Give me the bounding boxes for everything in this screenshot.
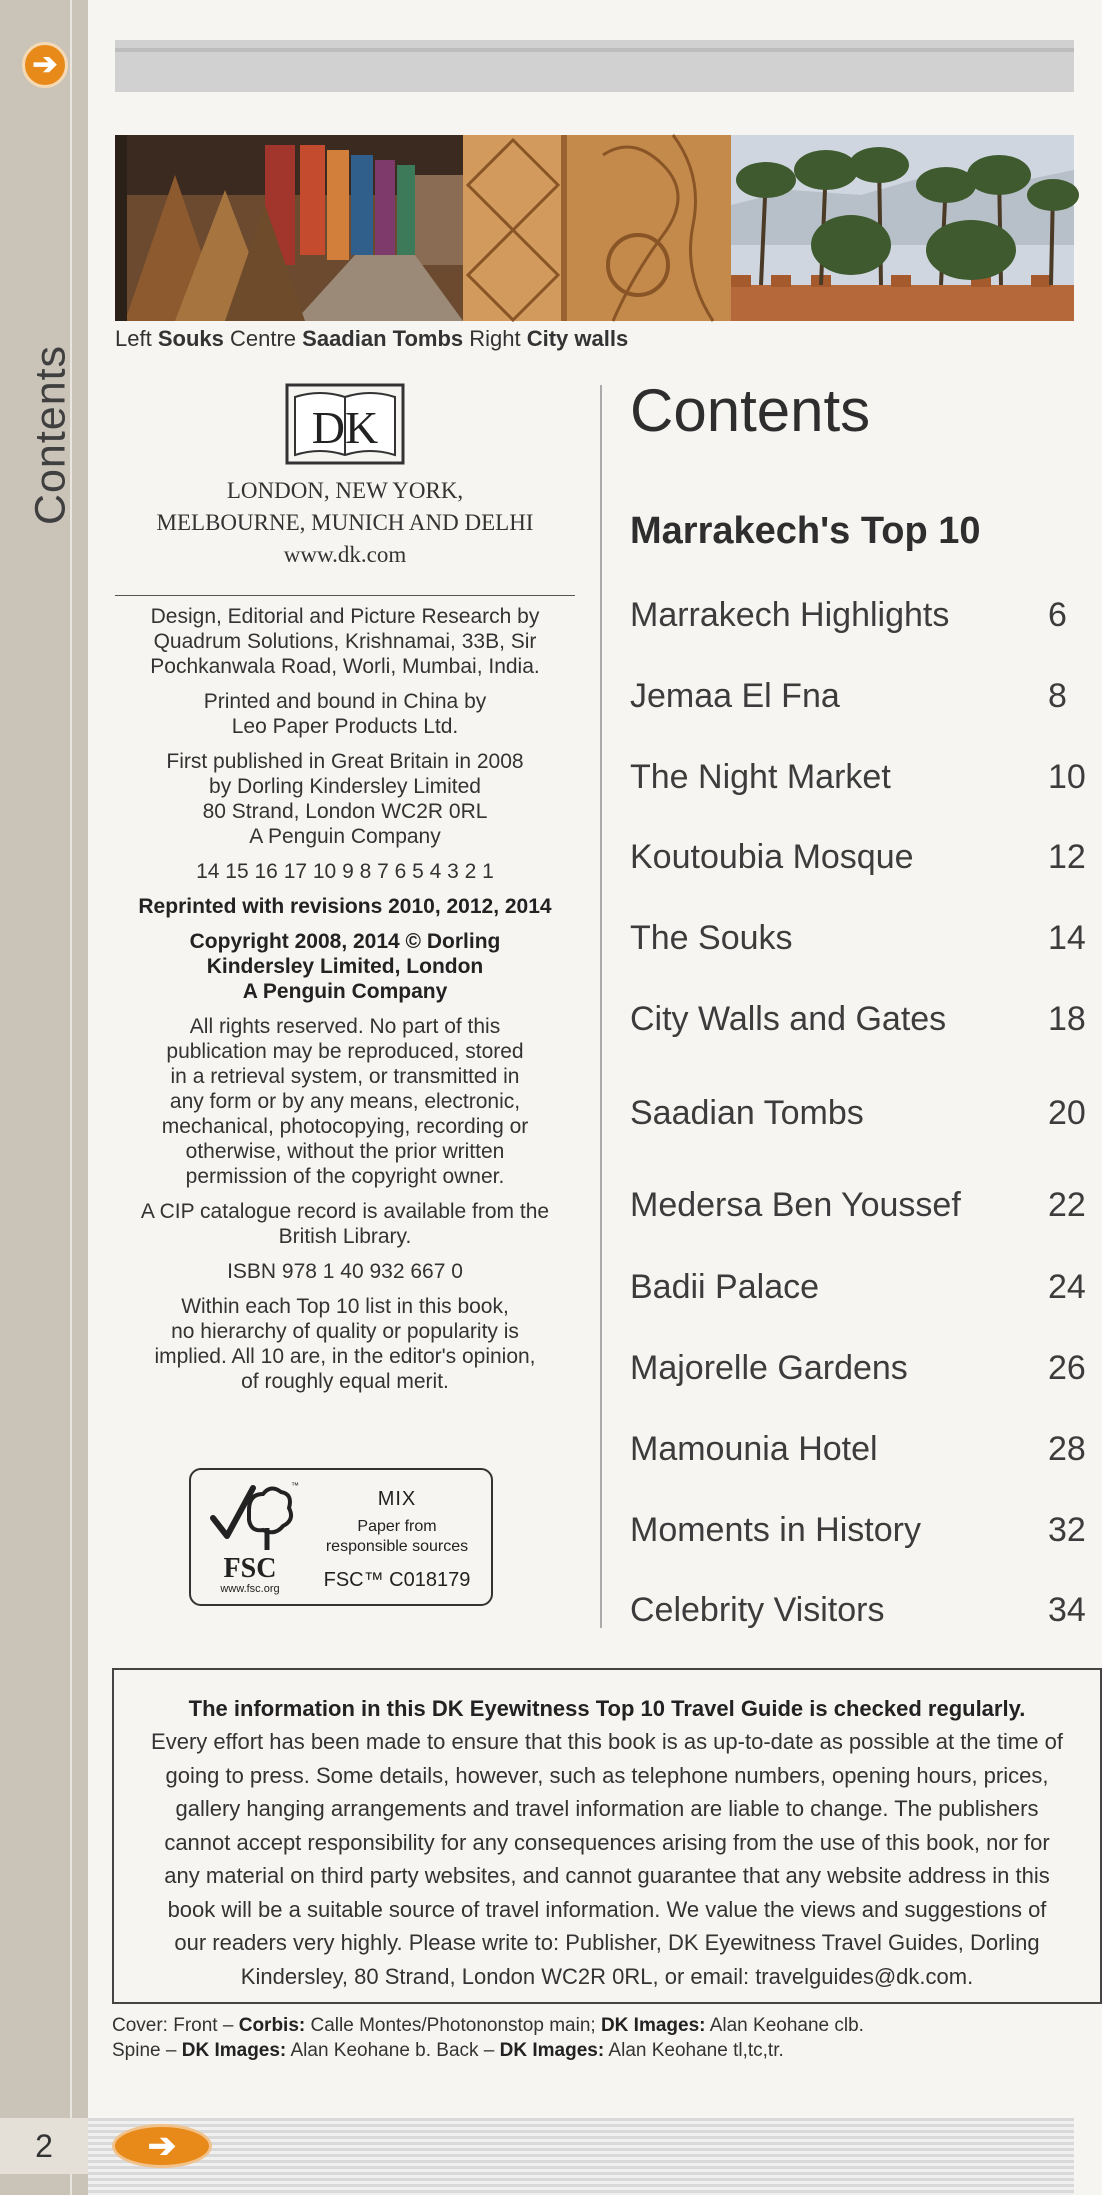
rights-line-5: mechanical, photocopying, recording or bbox=[161, 1115, 529, 1138]
next-arrow-icon[interactable]: ➔ bbox=[22, 42, 68, 88]
fsc-mark bbox=[205, 1480, 299, 1598]
cities-line-2: MELBOURNE, MUNICH AND DELHI bbox=[156, 510, 534, 535]
toc-item-title: Mamounia Hotel bbox=[630, 1430, 878, 1468]
design-line-1: Design, Editorial and Picture Research by bbox=[150, 605, 540, 628]
toc-item-page: 14 bbox=[1048, 919, 1086, 957]
caption-centre-pos: Centre bbox=[229, 326, 297, 351]
rights-line-7: permission of the copyright owner. bbox=[185, 1165, 505, 1188]
notice-heading: The information in this DK Eyewitness Top 10 Travel Guide is checked regularly. bbox=[188, 1696, 1026, 1721]
toc-item-title: Celebrity Visitors bbox=[630, 1591, 885, 1629]
toc-item-page: 6 bbox=[1048, 596, 1067, 634]
first-pub-line-4: A Penguin Company bbox=[249, 825, 441, 848]
caption-centre-name: Saadian Tombs bbox=[302, 326, 464, 351]
design-line-2: Quadrum Solutions, Krishnamai, 33B, Sir bbox=[153, 630, 537, 653]
credit-text: Calle Montes/Photononstop main; bbox=[310, 2015, 596, 2036]
rights-line-4: any form or by any means, electronic, bbox=[169, 1090, 521, 1113]
page-number: 2 bbox=[0, 2118, 88, 2174]
fsc-tree-icon bbox=[205, 1480, 299, 1552]
spine-title-text: Contents bbox=[26, 344, 75, 526]
toc-item-page: 12 bbox=[1048, 838, 1086, 876]
copyright-line-3: A Penguin Company bbox=[242, 980, 448, 1003]
notice-line: book will be a suitable source of travel information. We value the views and suggestions of bbox=[167, 1896, 1047, 1922]
toc-item-title: Medersa Ben Youssef bbox=[630, 1186, 961, 1224]
section-heading: Marrakech's Top 10 bbox=[630, 510, 981, 552]
toc-item-title: The Souks bbox=[630, 919, 793, 957]
footer-band bbox=[88, 2118, 1074, 2195]
toc-item-10[interactable] bbox=[630, 1349, 1086, 1395]
imprint-text bbox=[115, 604, 575, 1394]
header-band bbox=[115, 40, 1074, 92]
fsc-mix: MIX bbox=[377, 1488, 417, 1510]
photo-caption bbox=[115, 326, 628, 352]
note-line-4: of roughly equal merit. bbox=[241, 1370, 449, 1393]
notice-line: Every effort has been made to ensure that this book is as up-to-date as possible at the time of bbox=[151, 1729, 1063, 1754]
cip-line-1: A CIP catalogue record is available from the bbox=[140, 1200, 550, 1223]
notice-line: any material on third party websites, and cannot guarantee that any website address in this bbox=[164, 1863, 1050, 1888]
toc-item-6[interactable] bbox=[630, 1000, 1086, 1046]
isbn: ISBN 978 1 40 932 667 0 bbox=[227, 1260, 463, 1283]
toc-item-12[interactable] bbox=[630, 1511, 1086, 1557]
toc-item-title: Koutoubia Mosque bbox=[630, 838, 914, 876]
imprint-column bbox=[115, 383, 575, 1394]
note-line-1: Within each Top 10 list in this book, bbox=[181, 1295, 509, 1318]
first-pub-line-2: by Dorling Kindersley Limited bbox=[209, 775, 481, 798]
toc-item-page: 18 bbox=[1048, 1000, 1086, 1038]
toc-item-11[interactable] bbox=[630, 1430, 1086, 1476]
cip-line-2: British Library. bbox=[278, 1225, 412, 1248]
note-line-3: implied. All 10 are, in the editor's opinion, bbox=[154, 1345, 536, 1368]
toc-item-9[interactable] bbox=[630, 1268, 1086, 1314]
next-page-arrow-icon[interactable]: ➔ bbox=[112, 2124, 212, 2168]
toc-item-page: 20 bbox=[1048, 1094, 1086, 1132]
fsc-paper-1: Paper from bbox=[357, 1518, 437, 1535]
notice-line: going to press. Some details, however, such as telephone numbers, opening hours, prices, bbox=[165, 1762, 1049, 1788]
caption-right-pos: Right bbox=[469, 326, 521, 351]
rights-line-1: All rights reserved. No part of this bbox=[189, 1015, 501, 1038]
toc-item-page: 26 bbox=[1048, 1349, 1086, 1387]
toc-item-page: 24 bbox=[1048, 1268, 1086, 1306]
toc-item-title: City Walls and Gates bbox=[630, 1000, 947, 1038]
toc-item-4[interactable] bbox=[630, 838, 1086, 884]
toc-item-title: Jemaa El Fna bbox=[630, 677, 840, 715]
design-line-3: Pochkanwala Road, Worli, Mumbai, India. bbox=[150, 655, 540, 678]
toc-item-3[interactable] bbox=[630, 758, 1086, 804]
notice-line: Kindersley, 80 Strand, London WC2R 0RL, or email: travelguides@dk.com. bbox=[240, 1963, 974, 1989]
notice-line: cannot accept responsibility for any consequences arising from the use of this book, nor for bbox=[164, 1829, 1050, 1855]
credit-text: Alan Keohane clb. bbox=[709, 2015, 864, 2036]
toc-item-5[interactable] bbox=[630, 919, 1086, 965]
toc-item-1[interactable] bbox=[630, 596, 1074, 642]
city-walls-photo bbox=[731, 135, 1074, 321]
toc-item-title: Majorelle Gardens bbox=[630, 1349, 908, 1387]
cover-credits bbox=[112, 2013, 864, 2063]
caption-right-name: City walls bbox=[526, 326, 629, 351]
caption-left-pos: Left bbox=[115, 326, 152, 351]
notice-line: gallery hanging arrangements and travel information are liable to change. The publishers bbox=[175, 1796, 1039, 1821]
toc-item-title: Saadian Tombs bbox=[630, 1094, 864, 1132]
spine-credit-line bbox=[112, 2038, 864, 2063]
credit-text: Alan Keohane tl,tc,tr. bbox=[608, 2040, 784, 2061]
printed-line-2: Leo Paper Products Ltd. bbox=[231, 715, 459, 738]
fsc-url: www.fsc.org bbox=[220, 1583, 280, 1595]
credit-source: DK Images: bbox=[181, 2040, 287, 2061]
toc-item-page: 8 bbox=[1048, 677, 1067, 715]
credit-text: Alan Keohane b. Back – bbox=[290, 2040, 495, 2061]
toc-item-page: 22 bbox=[1048, 1186, 1086, 1224]
dk-logo bbox=[285, 383, 405, 465]
fsc-badge bbox=[189, 1468, 493, 1606]
credit-source: DK Images: bbox=[499, 2040, 605, 2061]
credit-text: Cover: Front – bbox=[112, 2015, 234, 2036]
saadian-tombs-photo bbox=[463, 135, 731, 321]
column-divider bbox=[600, 385, 602, 1628]
fsc-word: FSC bbox=[223, 1553, 277, 1584]
reprinted-line: Reprinted with revisions 2010, 2012, 2014 bbox=[138, 895, 552, 918]
rights-line-3: in a retrieval system, or transmitted in bbox=[170, 1065, 520, 1088]
toc-item-2[interactable] bbox=[630, 677, 1074, 723]
photo-strip bbox=[115, 135, 1074, 321]
print-run: 14 15 16 17 10 9 8 7 6 5 4 3 2 1 bbox=[196, 860, 494, 883]
caption-left-name: Souks bbox=[157, 326, 224, 351]
cover-credit-line bbox=[112, 2013, 864, 2038]
toc-item-8[interactable] bbox=[630, 1186, 1086, 1232]
fsc-details bbox=[307, 1488, 487, 1592]
rights-line-2: publication may be reproduced, stored bbox=[166, 1040, 524, 1063]
rights-line-6: otherwise, without the prior written bbox=[185, 1140, 505, 1163]
first-pub-line-3: 80 Strand, London WC2R 0RL bbox=[202, 800, 488, 823]
notice-box bbox=[112, 1668, 1102, 2004]
copyright-line-1: Copyright 2008, 2014 © Dorling bbox=[189, 930, 501, 953]
toc-item-title: Marrakech Highlights bbox=[630, 596, 950, 634]
toc-item-7[interactable] bbox=[630, 1094, 1086, 1140]
toc-item-title: Moments in History bbox=[630, 1511, 921, 1549]
publisher-cities bbox=[115, 475, 575, 571]
fsc-tm: ™ bbox=[291, 1481, 299, 1490]
notice-line: our readers very highly. Please write to: Publisher, DK Eyewitness Travel Guides, Dorling bbox=[174, 1930, 1040, 1955]
credit-source: Corbis: bbox=[238, 2015, 306, 2036]
spine-title bbox=[26, 320, 76, 550]
toc-item-title: The Night Market bbox=[630, 758, 891, 796]
contents-title: Contents bbox=[630, 377, 871, 444]
printed-line-1: Printed and bound in China by bbox=[203, 690, 487, 713]
toc-item-13[interactable] bbox=[630, 1591, 1086, 1637]
cities-line-1: LONDON, NEW YORK, bbox=[226, 478, 464, 503]
fsc-paper-2: responsible sources bbox=[325, 1538, 469, 1555]
copyright-line-2: Kindersley Limited, London bbox=[206, 955, 484, 978]
dk-logo-text: DK bbox=[311, 402, 379, 453]
credit-text: Spine – bbox=[112, 2040, 177, 2061]
toc-item-title: Badii Palace bbox=[630, 1268, 820, 1306]
toc-item-page: 28 bbox=[1048, 1430, 1086, 1468]
toc-item-page: 32 bbox=[1048, 1511, 1086, 1549]
note-line-2: no hierarchy of quality or popularity is bbox=[171, 1320, 519, 1343]
publisher-website[interactable]: www.dk.com bbox=[283, 542, 407, 567]
imprint-rule bbox=[115, 595, 575, 596]
fsc-code: FSC™ C018179 bbox=[323, 1569, 471, 1591]
toc-item-page: 34 bbox=[1048, 1591, 1086, 1629]
first-pub-line-1: First published in Great Britain in 2008 bbox=[166, 750, 524, 773]
toc-item-page: 10 bbox=[1048, 758, 1086, 796]
souks-photo bbox=[115, 135, 463, 321]
credit-source: DK Images: bbox=[600, 2015, 706, 2036]
